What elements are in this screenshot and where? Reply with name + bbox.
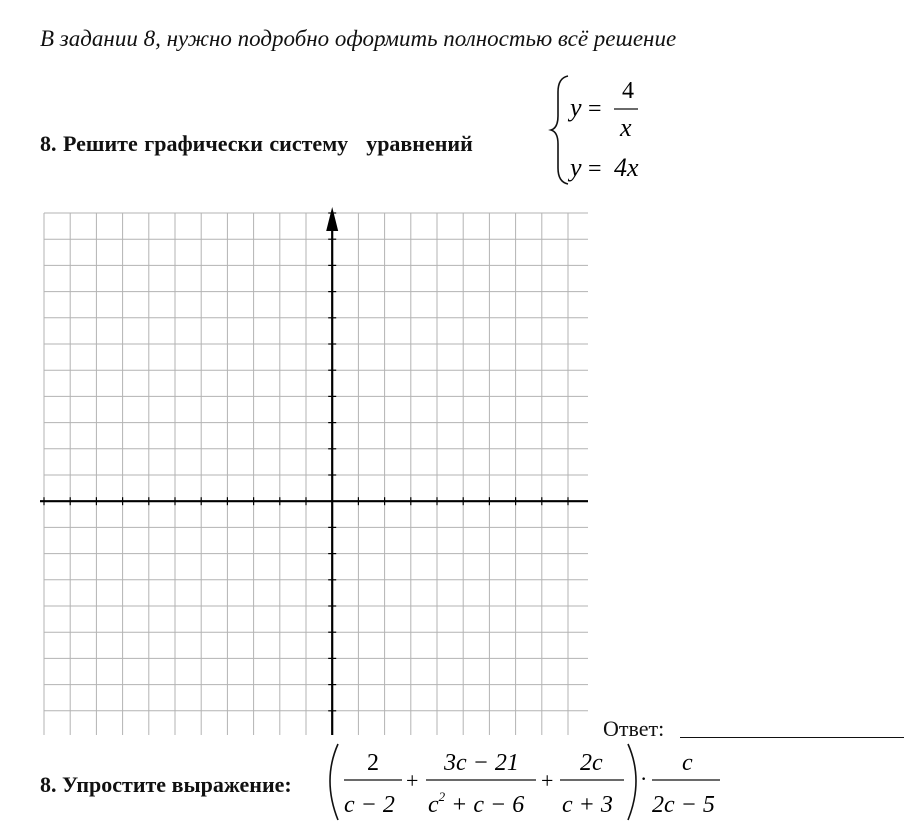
frac1-denominator: c − 2: [344, 792, 395, 818]
right-paren: [628, 744, 636, 820]
eq2-equals: =: [588, 156, 602, 182]
frac4-denominator: 2c − 5: [652, 792, 715, 818]
plus-2: +: [541, 768, 554, 793]
eq1-denominator: x: [620, 113, 632, 142]
frac2-numerator: 3c − 21: [444, 750, 519, 776]
fraction-4: [652, 750, 720, 818]
instruction-text: В задании 8, нужно подробно оформить полностью всё решение: [40, 26, 677, 51]
fraction-2: [426, 750, 536, 818]
equation-1: [567, 78, 638, 142]
fraction-1: [344, 750, 402, 818]
equation-system: [548, 70, 668, 190]
eq2-rhs: 4x: [614, 153, 639, 182]
task1-title-part1: 8. Решите графически систему: [40, 131, 349, 156]
frac3-denominator: c + 3: [562, 792, 613, 818]
system-brace: [551, 76, 568, 184]
task2-title: 8. Упростите выражение:: [40, 772, 292, 797]
expression: [318, 740, 738, 826]
plus-1: +: [406, 768, 419, 793]
multiply-dot: ·: [640, 766, 648, 791]
fraction-3: [560, 750, 624, 818]
eq2-lhs: y: [570, 153, 582, 182]
task1-title-part2: уравнений: [366, 131, 473, 156]
frac3-numerator: 2c: [580, 750, 603, 776]
eq1-numerator: 4: [622, 78, 634, 104]
answer-line[interactable]: [680, 737, 904, 738]
left-paren: [330, 744, 338, 820]
frac2-denominator: $c^2 + c - 6$: [428, 789, 525, 818]
answer-label: Ответ:: [603, 716, 665, 741]
frac4-numerator: c: [682, 750, 693, 776]
coordinate-grid: [40, 205, 588, 735]
task1-title: [40, 131, 473, 157]
equation-2: [567, 153, 639, 182]
y-axis-arrow: [326, 207, 338, 231]
frac1-numerator: 2: [367, 750, 379, 776]
eq1-equals: =: [588, 96, 602, 122]
eq1-lhs: y: [570, 93, 582, 122]
